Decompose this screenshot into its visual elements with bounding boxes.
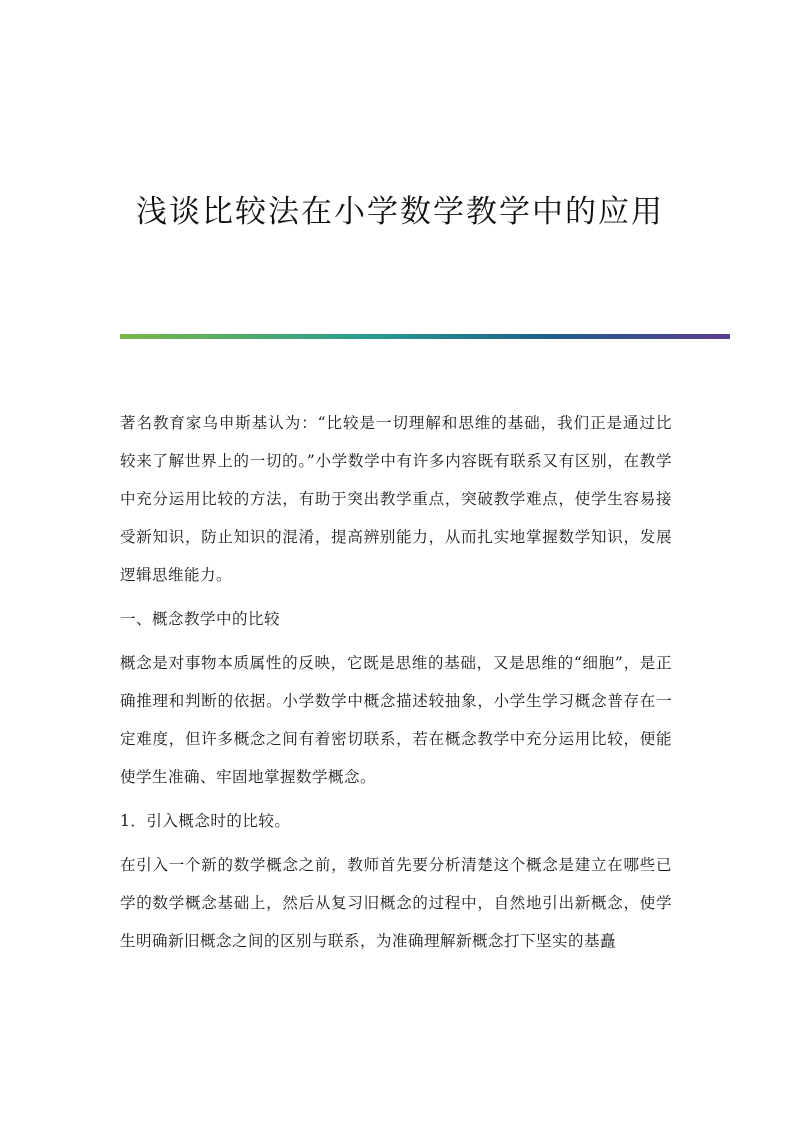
intro-paragraph: 著名教育家乌申斯基认为：“比较是一切理解和思维的基础，我们正是通过比较来了解世界上的一切的。”小学数学中有许多内容既有联系又有区别，在教学中充分运用比较的方法，有助于突出教学重点，突破教学难点，使学生容易接受新知识，防止知识的混淆，提高辨别能力，从而扎实地掌握数学知识，发展逻辑思维能力。 <box>120 414 672 584</box>
page-title: 浅谈比较法在小学数学教学中的应用 <box>136 194 664 230</box>
document-body <box>120 404 672 960</box>
concept-paragraph: 概念是对事物本质属性的反映，它既是思维的基础，又是思维的“细胞”，是正确推理和判断的依据。小学数学中概念描述较抽象，小学生学习概念普存在一定难度，但许多概念之间有着密切联系，若在概念教学中充分运用比较，便能使学生准确、牢固地掌握数学概念。 <box>120 654 672 786</box>
section-heading-concept: 一、概念教学中的比较 <box>120 610 281 628</box>
introduce-paragraph: 在引入一个新的数学概念之前，教师首先要分析清楚这个概念是建立在哪些已学的数学概念基础上，然后从复习旧概念的过程中，自然地引出新概念，使学生明确新旧概念之间的区别与联系，为准确理解新概念打下坚实的基矗 <box>120 856 672 950</box>
title-divider <box>120 334 730 339</box>
subsection-heading-introduce: 1．引入概念时的比较。 <box>120 812 291 830</box>
